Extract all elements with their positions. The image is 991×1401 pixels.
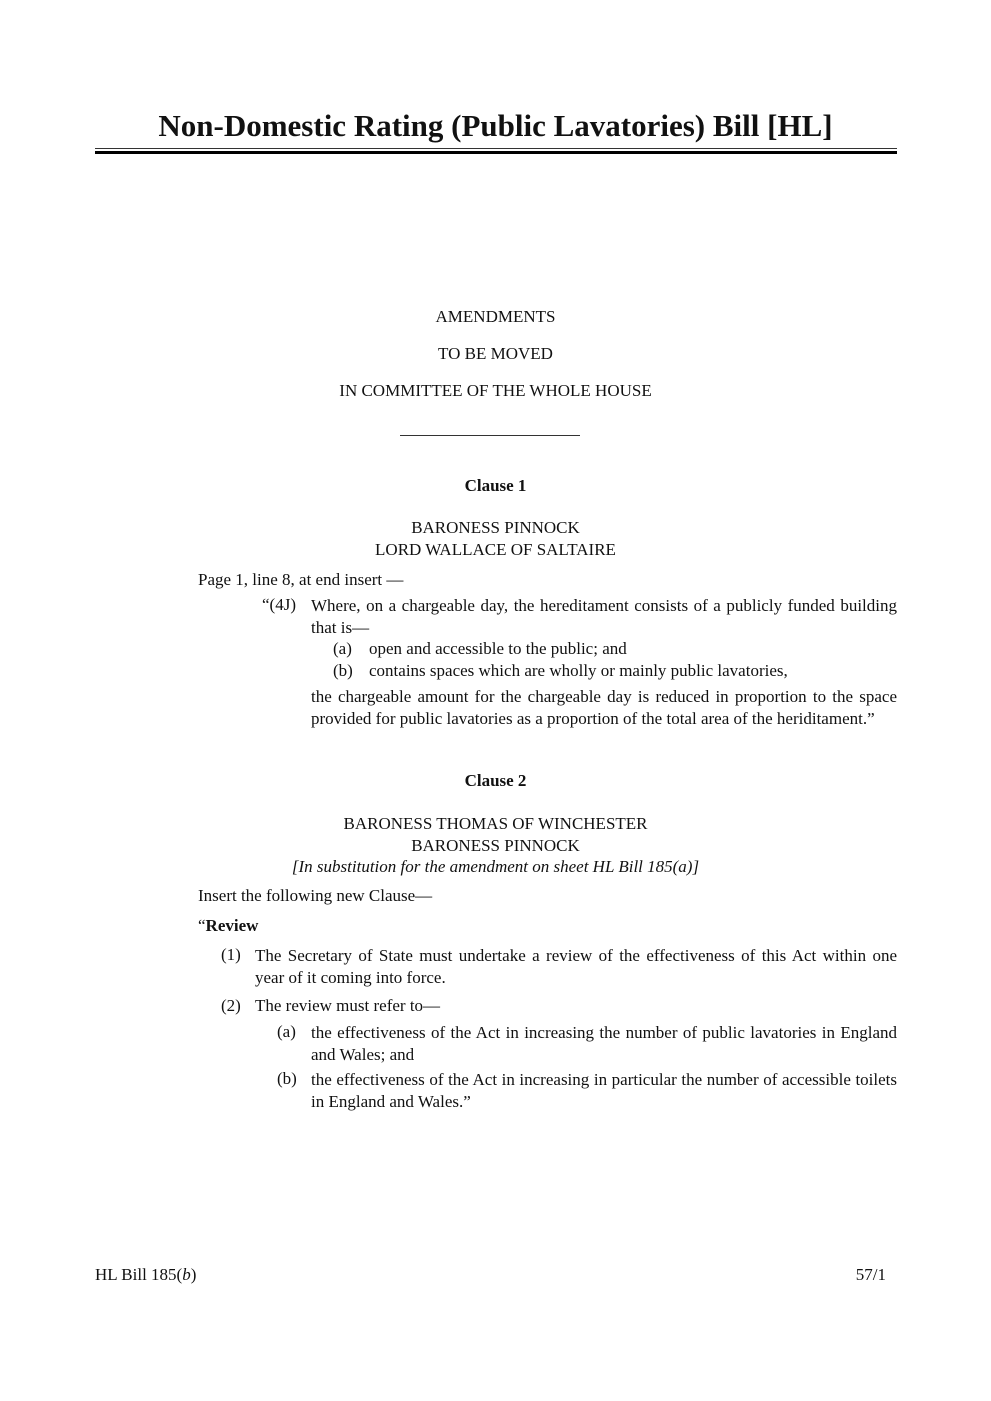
clause1-sub-number: “(4J) (262, 595, 296, 614)
clause1-item-label: (b) (333, 661, 353, 680)
title-rule-thick (95, 151, 897, 154)
clause1-sub-text: Where, on a chargeable day, the hereditament consists of a publicly funded building that is— (311, 596, 897, 637)
new-clause-title (198, 916, 258, 936)
bill-number-suffix: b (182, 1265, 191, 1284)
heading-amendments: AMENDMENTS (435, 307, 556, 326)
clause2-item-label: (b) (277, 1069, 297, 1088)
clause2-item-label: (a) (277, 1022, 296, 1041)
clause1-heading: Clause 1 (464, 476, 527, 495)
clause2-mover: BARONESS PINNOCK (411, 836, 580, 855)
clause2-mover: BARONESS THOMAS OF WINCHESTER (343, 814, 648, 833)
bill-number-close: ) (190, 1265, 197, 1284)
clause2-heading: Clause 2 (464, 771, 527, 790)
heading-committee: IN COMMITTEE OF THE WHOLE HOUSE (339, 381, 652, 400)
clause2-sub-number: (1) (221, 945, 241, 964)
clause2-sub-text: The review must refer to— (255, 996, 441, 1015)
clause1-mover: BARONESS PINNOCK (411, 518, 580, 537)
clause1-instruction: Page 1, line 8, at end insert — (198, 570, 404, 589)
clause1-tail: the chargeable amount for the chargeable day is reduced in proportion to the space provided for public lavatories as a proportion of the total area of the heriditament.” (311, 687, 897, 728)
clause2-item-text: the effectiveness of the Act in increasing the number of public lavatories in England and Wales; and (311, 1023, 897, 1064)
clause1-item-text: contains spaces which are wholly or mainly public lavatories, (369, 661, 788, 680)
clause2-item-text: the effectiveness of the Act in increasing in particular the number of accessible toilets in England and Wales.” (311, 1070, 897, 1111)
bill-number (95, 1265, 196, 1285)
clause1-item-label: (a) (333, 639, 352, 658)
divider (400, 435, 580, 436)
sheet-number: 57/1 (855, 1265, 886, 1284)
new-clause-title-text: Review (205, 916, 259, 935)
title-rule-thin (95, 148, 897, 149)
open-quote: “ (198, 916, 206, 935)
clause2-instruction: Insert the following new Clause— (198, 886, 433, 905)
clause2-note: [In substitution for the amendment on sheet HL Bill 185(a)] (291, 857, 700, 876)
clause1-item-text: open and accessible to the public; and (369, 639, 627, 658)
heading-to-be-moved: TO BE MOVED (438, 344, 553, 363)
clause1-mover: LORD WALLACE OF SALTAIRE (375, 540, 616, 559)
clause2-sub-text: The Secretary of State must undertake a review of the effectiveness of this Act within one year of it coming into force. (255, 946, 897, 987)
bill-title: Non-Domestic Rating (Public Lavatories) Bill [HL] (158, 108, 833, 143)
bill-number-prefix: HL Bill 185( (95, 1265, 183, 1284)
clause2-sub-number: (2) (221, 996, 241, 1015)
